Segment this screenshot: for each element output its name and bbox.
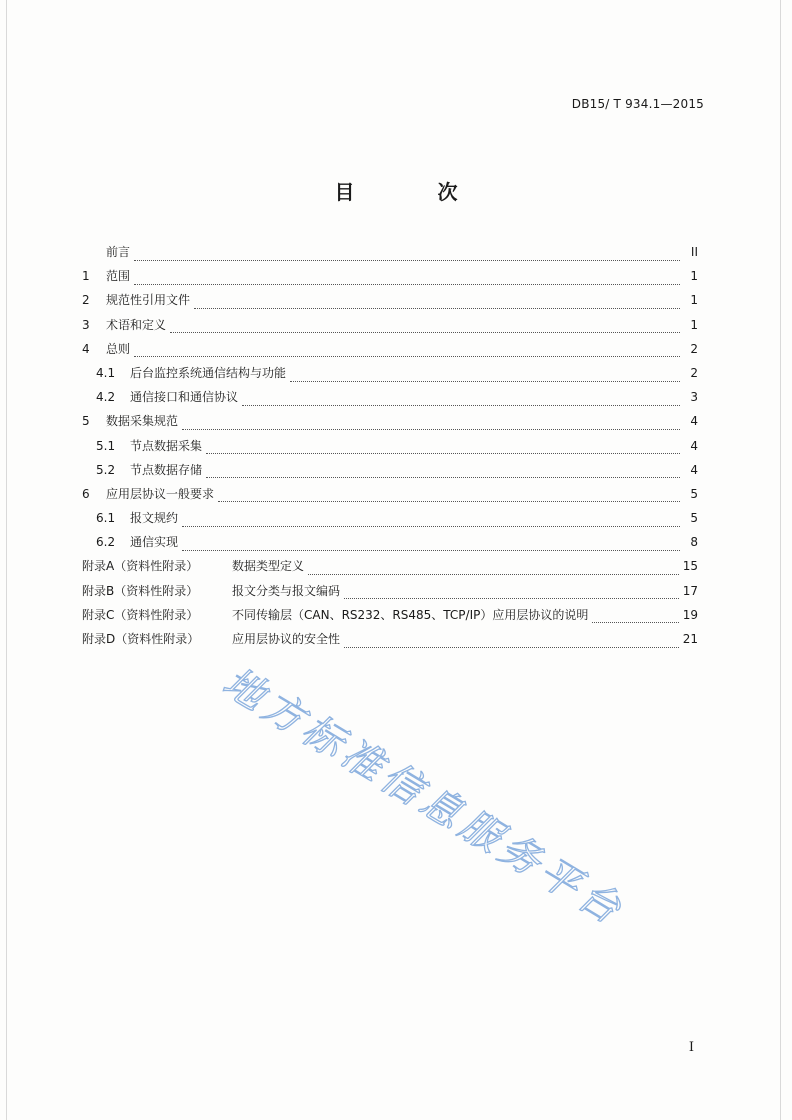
- toc-entry-number: 6.1: [96, 511, 116, 526]
- toc-entry-title: 节点数据存储: [130, 462, 203, 477]
- toc-leader-dots: [182, 514, 680, 527]
- toc-entry[interactable]: [82, 361, 698, 385]
- toc-entry-title: 数据类型定义: [232, 559, 305, 574]
- watermark-text: 地方标准信息服务平台: [214, 659, 633, 936]
- scan-edge-line: [780, 0, 781, 1120]
- toc-entry-title: 应用层协议一般要求: [106, 486, 215, 501]
- toc-entry[interactable]: [82, 264, 698, 288]
- toc-entry-number: 3: [82, 317, 90, 332]
- toc-entry-page: 8: [690, 535, 698, 550]
- toc-entry-page: 15: [682, 559, 698, 574]
- toc-leader-dots: [218, 489, 680, 502]
- toc-entry-page: 4: [690, 414, 698, 429]
- toc-leader-dots: [194, 296, 680, 309]
- toc-entry-page: 1: [690, 293, 698, 308]
- toc-leader-dots: [344, 586, 679, 599]
- toc-entry[interactable]: [82, 579, 698, 603]
- toc-entry-number: 6.2: [96, 535, 116, 550]
- toc-entry[interactable]: [82, 458, 698, 482]
- toc-leader-dots: [206, 465, 680, 478]
- toc-entry[interactable]: [82, 530, 698, 554]
- toc-entry-number: 附录A（资料性附录）: [82, 559, 199, 574]
- page-title: 目 次: [334, 180, 496, 204]
- toc-entry-page: 5: [690, 486, 698, 501]
- toc-entry-number: 5.1: [96, 438, 116, 453]
- watermark: [190, 650, 690, 950]
- toc-entry-number: 2: [82, 293, 90, 308]
- toc-entry-page: 4: [690, 438, 698, 453]
- toc-leader-dots: [134, 248, 680, 261]
- toc-leader-dots: [308, 562, 679, 575]
- toc-entry-title: 通信实现: [130, 535, 179, 550]
- toc-entry-title: 后台监控系统通信结构与功能: [130, 365, 287, 380]
- toc-entry[interactable]: [82, 313, 698, 337]
- toc-entry-number: 4.1: [96, 365, 116, 380]
- toc-entry-number: 4: [82, 341, 90, 356]
- toc-entry-page: II: [690, 245, 698, 259]
- toc-entry[interactable]: [82, 409, 698, 433]
- toc-entry[interactable]: [82, 603, 698, 627]
- toc-entry-title: 报文规约: [130, 511, 179, 526]
- toc-entry-title: 报文分类与报文编码: [232, 583, 341, 598]
- toc-entry-title: 规范性引用文件: [106, 293, 191, 308]
- toc-entry-title: 数据采集规范: [106, 414, 179, 429]
- toc-entry[interactable]: [82, 554, 698, 578]
- toc-leader-dots: [134, 272, 680, 285]
- toc-leader-dots: [592, 610, 678, 623]
- toc-entry-title: 范围: [106, 269, 131, 284]
- toc-leader-dots: [242, 393, 680, 406]
- toc-entry-page: 4: [690, 462, 698, 477]
- toc-entry-title: 不同传输层（CAN、RS232、RS485、TCP/IP）应用层协议的说明: [232, 607, 589, 622]
- toc-entry[interactable]: [82, 482, 698, 506]
- toc-entry-title: 前言: [106, 245, 131, 259]
- toc-entry-number: 6: [82, 486, 90, 501]
- toc-leader-dots: [182, 538, 680, 551]
- toc-entry-page: 2: [690, 365, 698, 380]
- scan-edge-line: [6, 0, 7, 1120]
- toc-entry-page: 21: [682, 632, 698, 646]
- toc-leader-dots: [170, 320, 680, 333]
- toc-entry-title: 通信接口和通信协议: [130, 390, 239, 405]
- toc-entry-page: 3: [690, 390, 698, 405]
- toc-entry-title: 总则: [106, 341, 131, 356]
- toc-entry-number: 1: [82, 269, 90, 284]
- toc-entry[interactable]: [82, 627, 698, 651]
- toc-leader-dots: [182, 417, 680, 430]
- toc-entry[interactable]: [82, 337, 698, 361]
- toc-leader-dots: [344, 635, 679, 648]
- toc-entry[interactable]: [82, 288, 698, 312]
- toc-entry-page: 5: [690, 511, 698, 526]
- toc-entry-title: 术语和定义: [106, 317, 167, 332]
- toc-leader-dots: [290, 369, 680, 382]
- table-of-contents: [82, 240, 698, 651]
- toc-entry[interactable]: [82, 385, 698, 409]
- toc-entry-number: 附录D（资料性附录）: [82, 632, 200, 646]
- toc-entry-number: 附录B（资料性附录）: [82, 583, 199, 598]
- toc-leader-dots: [206, 441, 680, 454]
- toc-entry-page: 19: [682, 607, 698, 622]
- toc-entry[interactable]: [82, 240, 698, 264]
- toc-entry-number: 5.2: [96, 462, 116, 477]
- toc-leader-dots: [134, 344, 680, 357]
- toc-entry-title: 应用层协议的安全性: [232, 632, 341, 646]
- toc-entry-page: 1: [690, 269, 698, 284]
- toc-entry-page: 1: [690, 317, 698, 332]
- toc-entry[interactable]: [82, 506, 698, 530]
- toc-entry-title: 节点数据采集: [130, 438, 203, 453]
- toc-entry-number: 4.2: [96, 390, 116, 405]
- page-number: I: [688, 1040, 694, 1055]
- toc-entry-number: 附录C（资料性附录）: [82, 607, 199, 622]
- document-code: DB15/ T 934.1—2015: [571, 97, 704, 111]
- toc-entry-page: 17: [682, 583, 698, 598]
- toc-entry[interactable]: [82, 434, 698, 458]
- toc-entry-number: 5: [82, 414, 90, 429]
- toc-entry-page: 2: [690, 341, 698, 356]
